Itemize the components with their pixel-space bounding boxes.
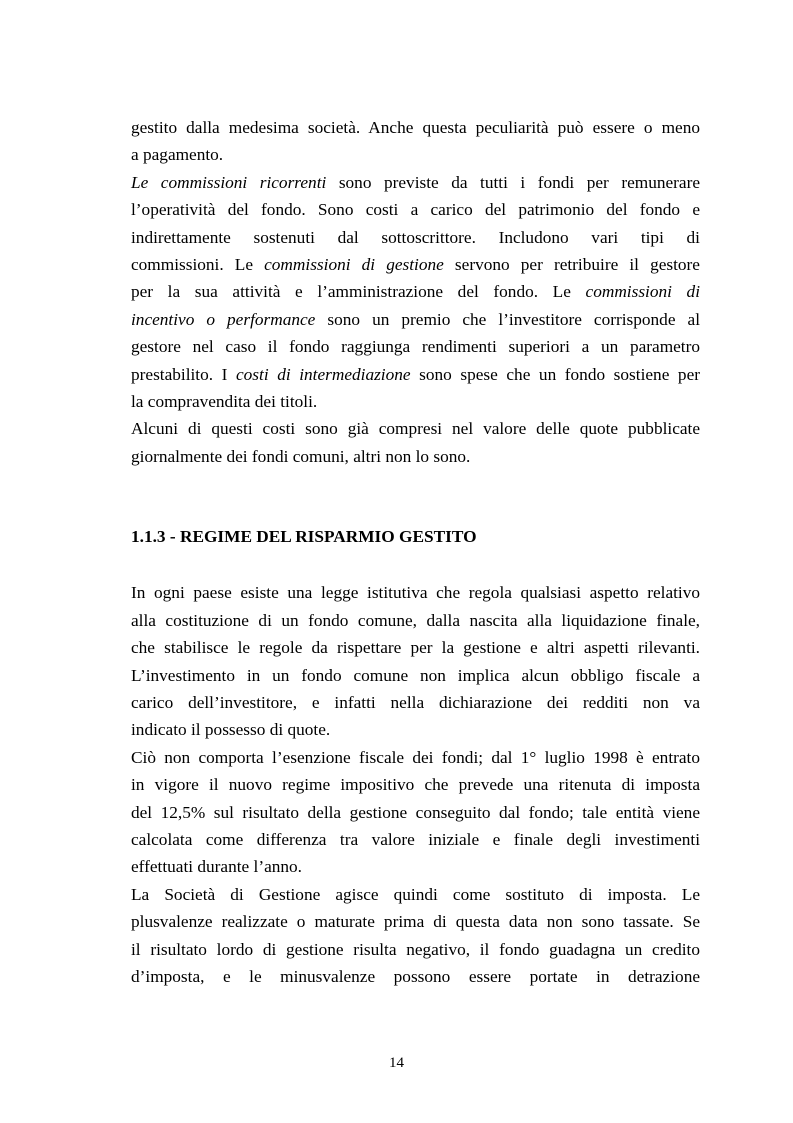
text-line [131, 662, 700, 689]
text-line [131, 744, 700, 771]
text-run: d’imposta, e le minusvalenze possono essere portate in detrazione [131, 966, 700, 986]
text-line [131, 716, 700, 743]
text-line [131, 333, 700, 360]
text-run: alla costituzione di un fondo comune, dalla nascita alla liquidazione finale, [131, 610, 700, 630]
text-line [131, 826, 700, 853]
text-run: gestore nel caso il fondo raggiunga rendimenti superiori a un parametro [131, 337, 700, 357]
text-run: sono previste da tutti i fondi per remunerare [326, 172, 700, 192]
text-run: la compravendita dei titoli. [131, 391, 318, 411]
text-run: commissioni. Le [131, 254, 265, 274]
text-line [131, 936, 700, 963]
text-run: carico dell’investitore, e infatti nella dichiarazione dei redditi non va [131, 693, 700, 713]
text-run: prestabilito. I [131, 364, 236, 384]
text-run: a pagamento. [131, 145, 224, 165]
text-run: giornalmente dei fondi comuni, altri non lo sono. [131, 446, 471, 466]
text-line [131, 361, 700, 388]
text-run: Alcuni di questi costi sono già compresi nel valore delle quote pubblicate [131, 419, 700, 439]
text-run: Ciò non comporta l’esenzione fiscale dei fondi; dal 1° luglio 1998 è entrato [131, 747, 700, 767]
text-run: che stabilisce le regole da rispettare per la gestione e altri aspetti rilevanti. [131, 638, 700, 658]
text-run: plusvalenze realizzate o maturate prima di questa data non sono tassate. Se [131, 912, 700, 932]
italic-term: incentivo o performance [131, 309, 316, 329]
text-run: gestito dalla medesima società. Anche questa peculiarità può essere o meno [131, 118, 700, 137]
italic-term: Le commissioni ricorrenti [131, 172, 327, 192]
text-run: in vigore il nuovo regime impositivo che prevede una ritenuta di imposta [131, 775, 700, 795]
text-line [131, 415, 700, 442]
text-line [131, 908, 700, 935]
text-run: La Società di Gestione agisce quindi come sostituto di imposta. Le [131, 884, 700, 904]
italic-term: commissioni di gestione [264, 254, 444, 274]
text-run: del 12,5% sul risultato della gestione conseguito dal fondo; tale entità viene [131, 802, 700, 822]
text-run: il risultato lordo di gestione risulta negativo, il fondo guadagna un credito [131, 939, 700, 959]
text-line [131, 607, 700, 634]
text-line [131, 799, 700, 826]
text-run: In ogni paese esiste una legge istitutiva che regola qualsiasi aspetto relativo [131, 583, 700, 603]
text-line [131, 963, 700, 990]
text-run: L’investimento in un fondo comune non implica alcun obbligo fiscale a [131, 665, 700, 685]
italic-term: costi di intermediazione [235, 364, 411, 384]
text-line [131, 306, 700, 333]
text-line [131, 853, 700, 880]
text-line [131, 278, 700, 305]
text-run: calcolata come differenza tra valore iniziale e finale degli investimenti [131, 829, 700, 849]
text-run: indirettamente sostenuti dal sottoscrittore. Includono vari tipi di [131, 227, 700, 247]
text-run: effettuati durante l’anno. [131, 857, 302, 877]
text-run: sono spese che un fondo sostiene per [410, 364, 700, 384]
text-line [131, 224, 700, 251]
text-line [131, 689, 700, 716]
text-line [131, 579, 700, 606]
text-run: indicato il possesso di quote. [131, 720, 331, 740]
page-body [131, 114, 700, 990]
text-line [131, 881, 700, 908]
text-run: servono per retribuire il gestore [443, 254, 700, 274]
text-run: l’operatività del fondo. Sono costi a carico del patrimonio del fondo e [131, 200, 700, 220]
text-line [131, 388, 700, 415]
text-line [131, 114, 700, 141]
text-line [131, 251, 700, 278]
text-line [131, 169, 700, 196]
italic-term: commissioni di [585, 282, 700, 302]
text-line [131, 141, 700, 168]
text-run: sono un premio che l’investitore corrisponde al [315, 309, 700, 329]
text-line [131, 634, 700, 661]
text-line [131, 443, 700, 470]
paragraph-block-fees [131, 114, 700, 470]
text-run: per la sua attività e l’amministrazione del fondo. Le [131, 282, 586, 302]
page-number: 14 [389, 1055, 404, 1071]
text-line [131, 196, 700, 223]
section-heading: 1.1.3 - REGIME DEL RISPARMIO GESTITO [131, 527, 477, 547]
paragraph-block-regime [131, 579, 700, 990]
text-line [131, 771, 700, 798]
